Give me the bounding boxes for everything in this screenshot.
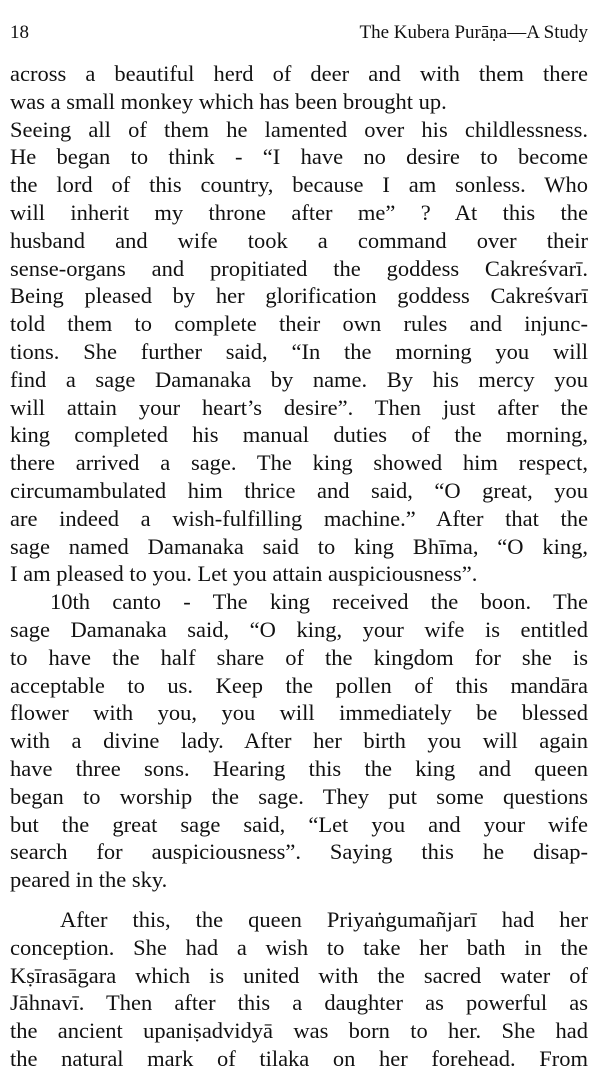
text-line: peared in the sky.: [10, 867, 168, 893]
text-line: have three sons. Hearing this the king and queen: [10, 755, 588, 781]
paragraph-spacer: [10, 894, 588, 906]
text-line: After this, the queen Priyaṅgumañjarī had her: [60, 906, 588, 932]
text-line: sense-organs and propitiated the goddess Cakreśvarī.: [10, 255, 588, 281]
text-line: the lord of this country, because I am sonless. Who: [10, 172, 588, 198]
text-line: king completed his manual duties of the morning,: [10, 422, 588, 448]
text-line: will inherit my throne after me” ? At this the: [10, 199, 588, 225]
text-line: flower with you, you will immediately be blessed: [10, 700, 588, 726]
text-line: acceptable to us. Keep the pollen of this mandāra: [10, 672, 588, 698]
paragraph: [10, 60, 588, 588]
text-line: search for auspiciousness”. Saying this he disap-: [10, 839, 588, 865]
text-line: I am pleased to you. Let you attain auspiciousness”.: [10, 561, 478, 587]
text-line: husband and wife took a command over their: [10, 227, 588, 253]
paragraph: [10, 588, 588, 894]
text-line: 10th canto - The king received the boon. The: [50, 589, 588, 615]
text-line: are indeed a wish-fulfilling machine.” After that the: [10, 505, 588, 531]
text-line: find a sage Damanaka by name. By his mercy you: [10, 366, 588, 392]
text-line: sage named Damanaka said to king Bhīma, “O king,: [10, 533, 588, 559]
text-line: began to worship the sage. They put some questions: [10, 783, 588, 809]
text-line: circumambulated him thrice and said, “O great, you: [10, 477, 588, 503]
text-line: Jāhnavī. Then after this a daughter as powerful as: [10, 990, 588, 1016]
text-line: there arrived a sage. The king showed him respect,: [10, 450, 588, 476]
body-text: [10, 60, 588, 1073]
text-line: sage Damanaka said, “O king, your wife is entitled: [10, 616, 588, 642]
text-line: the natural mark of tilaka on her forehead. From: [10, 1045, 588, 1071]
text-line: with a divine lady. After her birth you will again: [10, 728, 588, 754]
text-line: to have the half share of the kingdom for she is: [10, 644, 588, 670]
text-line: across a beautiful herd of deer and with them there: [10, 61, 588, 86]
text-line: tions. She further said, “In the morning you will: [10, 338, 588, 364]
text-line: told them to complete their own rules and injunc-: [10, 311, 588, 337]
text-line: the ancient upaniṣadvidyā was born to her. She had: [10, 1018, 588, 1044]
text-line: conception. She had a wish to take her bath in the: [10, 934, 588, 960]
text-line: Seeing all of them he lamented over his childlessness.: [10, 116, 588, 142]
page-number: 18: [10, 22, 29, 43]
text-line: He began to think - “I have no desire to become: [10, 144, 588, 170]
page-header: [10, 18, 588, 48]
paragraph: [10, 906, 588, 1073]
text-line: Kṣīrasāgara which is united with the sacred water of: [10, 962, 588, 988]
running-title: The Kubera Purāṇa—A Study: [359, 22, 588, 43]
text-line: was a small monkey which has been brought up.: [10, 88, 447, 114]
text-line: Being pleased by her glorification goddess Cakreśvarī: [10, 283, 588, 309]
text-line: will attain your heart’s desire”. Then just after the: [10, 394, 588, 420]
text-line: but the great sage said, “Let you and your wife: [10, 811, 588, 837]
